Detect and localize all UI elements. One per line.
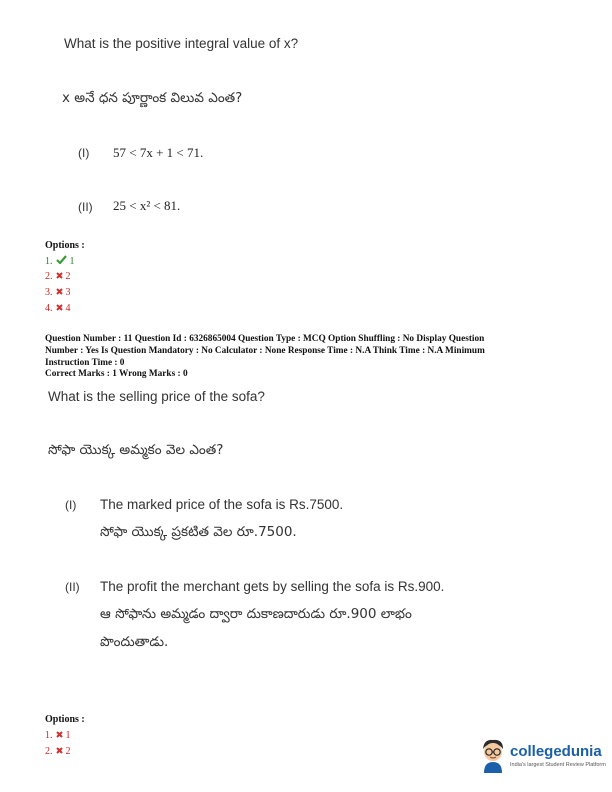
q11-question-te: సోఫా యొక్క అమ్మకం వెల ఎంత? [48, 442, 224, 458]
q11-question-en: What is the selling price of the sofa? [48, 389, 265, 404]
q11-marks: Correct Marks : 1 Wrong Marks : 0 [45, 369, 188, 380]
q10-statement-2-math: 25 < x² < 81. [113, 198, 181, 213]
q11-option-2[interactable]: 2. 2 [45, 746, 71, 757]
q11-options-title: Options : [45, 714, 85, 725]
q10-statement-2-label: (II) [78, 200, 93, 214]
q11-statement-2-te-line2: పొందుతాడు. [100, 634, 169, 650]
logo-tagline: India's largest Student Review Platform [510, 762, 606, 768]
q11-option-1[interactable]: 1. 1 [45, 730, 71, 741]
q10-option-3[interactable]: 3. 3 [45, 287, 71, 298]
q11-meta-line1: Question Number : 11 Question Id : 6326865004 Question Type : MCQ Option Shuffling : No Display Question [45, 334, 485, 344]
student-mascot-icon [478, 737, 508, 775]
q11-statement-1-te: సోఫా యొక్క ప్రకటిత వెల రూ.7500. [100, 524, 297, 540]
q11-statement-2-te-line1: ఆ సోఫాను అమ్మడం ద్వారా దుకాణదారుడు రూ.900 లాభం [100, 606, 412, 622]
cross-icon [56, 303, 63, 314]
q10-options-title: Options : [45, 240, 85, 251]
q10-statement-1-math: 57 < 7x + 1 < 71. [113, 145, 204, 160]
logo-name: collegedunia [510, 743, 602, 760]
q11-statement-1-en: The marked price of the sofa is Rs.7500. [100, 497, 344, 512]
q11-meta [45, 334, 605, 381]
check-icon [56, 255, 67, 267]
q10-option-2[interactable]: 2. 2 [45, 271, 71, 282]
q11-statement-2-label: (II) [65, 580, 80, 594]
q11-statement-2-en: The profit the merchant gets by selling the sofa is Rs.900. [100, 579, 445, 594]
collegedunia-logo [478, 737, 608, 777]
q11-statement-1-label: (I) [65, 498, 77, 512]
cross-icon [56, 287, 63, 298]
cross-icon [56, 746, 63, 757]
q11-meta-line2: Number : Yes Is Question Mandatory : No Calculator : None Response Time : N.A Think Time : N.A Minimum [45, 345, 485, 356]
cross-icon [56, 271, 63, 282]
q10-option-4[interactable]: 4. 4 [45, 303, 71, 314]
q10-question-en: What is the positive integral value of x? [64, 36, 299, 51]
q10-statement-1-label: (I) [78, 146, 90, 160]
cross-icon [56, 730, 63, 741]
q11-meta-line3: Instruction Time : 0 [45, 357, 125, 368]
q10-question-te: x అనే ధన పూర్ణాంక విలువ ఎంత? [62, 90, 243, 106]
q10-option-1[interactable]: 1. 1 [45, 256, 75, 267]
